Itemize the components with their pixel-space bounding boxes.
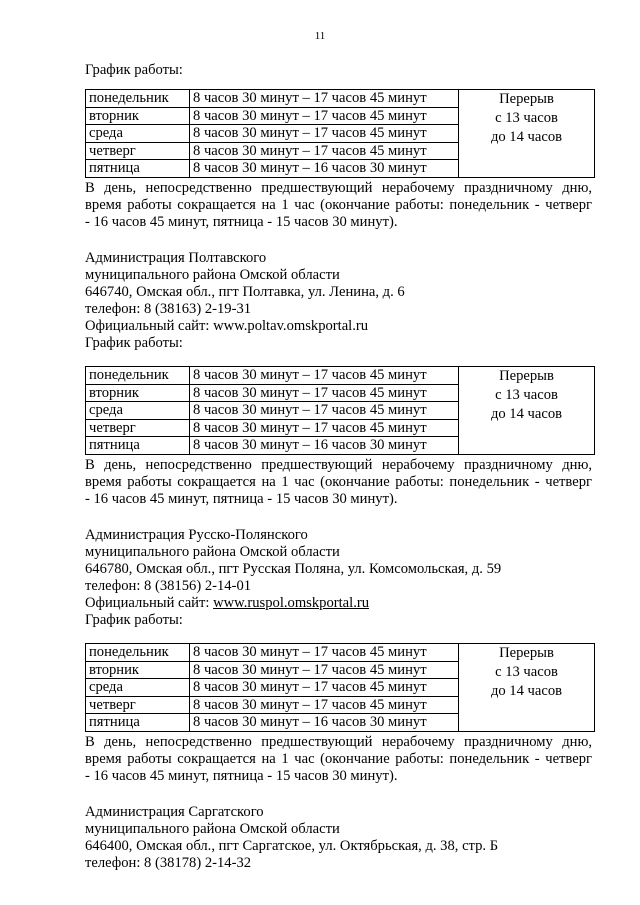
site-label: Официальный сайт: xyxy=(85,318,214,334)
break-cell xyxy=(459,367,595,455)
day-cell: четверг xyxy=(86,696,190,714)
day-cell: вторник xyxy=(86,661,190,679)
day-cell: пятница xyxy=(86,714,190,732)
schedule-label: График работы: xyxy=(85,62,183,78)
org-name: Администрация Полтавского xyxy=(85,250,267,266)
time-cell: 8 часов 30 минут – 17 часов 45 минут xyxy=(190,107,459,125)
table-row xyxy=(86,644,595,662)
schedule-table xyxy=(85,643,595,732)
org-site xyxy=(85,595,369,612)
time-cell: 8 часов 30 минут – 17 часов 45 минут xyxy=(190,661,459,679)
break-line: до 14 часов xyxy=(490,129,563,145)
time-cell: 8 часов 30 минут – 16 часов 30 минут xyxy=(190,160,459,178)
org-name: муниципального района Омской области xyxy=(85,821,340,837)
table-row xyxy=(86,367,595,385)
table-row xyxy=(86,90,595,108)
time-cell: 8 часов 30 минут – 17 часов 45 минут xyxy=(190,367,459,385)
site-link[interactable]: www.ruspol.omskportal.ru xyxy=(213,595,369,611)
day-cell: вторник xyxy=(86,384,190,402)
page-number: 11 xyxy=(314,30,326,42)
break-line: с 13 часов xyxy=(495,110,558,126)
org-phone: телефон: 8 (38163) 2-19-31 xyxy=(85,301,252,317)
note-line: В день, непосредственно предшествующий нерабочему праздничному дню, xyxy=(85,734,592,750)
time-cell: 8 часов 30 минут – 17 часов 45 минут xyxy=(190,644,459,662)
schedule-table xyxy=(85,89,595,178)
org-phone: телефон: 8 (38178) 2-14-32 xyxy=(85,855,252,871)
break-line: до 14 часов xyxy=(490,406,563,422)
note-line: время работы сокращается на 1 час (окончание работы: понедельник - четверг xyxy=(85,751,592,767)
time-cell: 8 часов 30 минут – 17 часов 45 минут xyxy=(190,402,459,420)
note-line: В день, непосредственно предшествующий нерабочему праздничному дню, xyxy=(85,457,592,473)
day-cell: четверг xyxy=(86,419,190,437)
time-cell: 8 часов 30 минут – 17 часов 45 минут xyxy=(190,142,459,160)
org-phone: телефон: 8 (38156) 2-14-01 xyxy=(85,578,252,594)
break-line: Перерыв xyxy=(499,368,554,384)
time-cell: 8 часов 30 минут – 17 часов 45 минут xyxy=(190,679,459,697)
day-cell: понедельник xyxy=(86,367,190,385)
site-link[interactable]: www.poltav.omskportal.ru xyxy=(213,318,369,334)
note-line: - 16 часов 45 минут, пятница - 15 часов 30 минут). xyxy=(85,768,398,784)
break-line: с 13 часов xyxy=(495,664,558,680)
org-address: 646740, Омская обл., пгт Полтавка, ул. Ленина, д. 6 xyxy=(85,284,405,300)
shortened-day-note xyxy=(85,734,592,785)
org-name: Администрация Русско-Полянского xyxy=(85,527,308,543)
note-line: - 16 часов 45 минут, пятница - 15 часов 30 минут). xyxy=(85,491,398,507)
schedule-label: График работы: xyxy=(85,335,183,351)
site-label: Официальный сайт: xyxy=(85,595,214,611)
time-cell: 8 часов 30 минут – 17 часов 45 минут xyxy=(190,419,459,437)
break-cell xyxy=(459,90,595,178)
break-cell xyxy=(459,644,595,732)
schedule-label: График работы: xyxy=(85,612,183,628)
note-line: В день, непосредственно предшествующий нерабочему праздничному дню, xyxy=(85,180,592,196)
note-line: - 16 часов 45 минут, пятница - 15 часов 30 минут). xyxy=(85,214,398,230)
time-cell: 8 часов 30 минут – 16 часов 30 минут xyxy=(190,437,459,455)
time-cell: 8 часов 30 минут – 17 часов 45 минут xyxy=(190,125,459,143)
time-cell: 8 часов 30 минут – 17 часов 45 минут xyxy=(190,696,459,714)
schedule-table xyxy=(85,366,595,455)
time-cell: 8 часов 30 минут – 17 часов 45 минут xyxy=(190,384,459,402)
break-line: Перерыв xyxy=(499,91,554,107)
day-cell: понедельник xyxy=(86,90,190,108)
org-address: 646780, Омская обл., пгт Русская Поляна, ул. Комсомольская, д. 59 xyxy=(85,561,502,577)
org-name: муниципального района Омской области xyxy=(85,544,340,560)
note-line: время работы сокращается на 1 час (окончание работы: понедельник - четверг xyxy=(85,474,592,490)
org-site xyxy=(85,318,368,335)
day-cell: среда xyxy=(86,402,190,420)
day-cell: четверг xyxy=(86,142,190,160)
day-cell: вторник xyxy=(86,107,190,125)
break-line: до 14 часов xyxy=(490,683,563,699)
day-cell: пятница xyxy=(86,437,190,455)
note-line: время работы сокращается на 1 час (окончание работы: понедельник - четверг xyxy=(85,197,592,213)
org-address: 646400, Омская обл., пгт Саргатское, ул. Октябрьская, д. 38, стр. Б xyxy=(85,838,499,854)
break-line: Перерыв xyxy=(499,645,554,661)
day-cell: среда xyxy=(86,679,190,697)
time-cell: 8 часов 30 минут – 16 часов 30 минут xyxy=(190,714,459,732)
day-cell: среда xyxy=(86,125,190,143)
org-name: Администрация Саргатского xyxy=(85,804,264,820)
day-cell: понедельник xyxy=(86,644,190,662)
day-cell: пятница xyxy=(86,160,190,178)
break-line: с 13 часов xyxy=(495,387,558,403)
shortened-day-note xyxy=(85,180,592,231)
time-cell: 8 часов 30 минут – 17 часов 45 минут xyxy=(190,90,459,108)
org-name: муниципального района Омской области xyxy=(85,267,340,283)
shortened-day-note xyxy=(85,457,592,508)
